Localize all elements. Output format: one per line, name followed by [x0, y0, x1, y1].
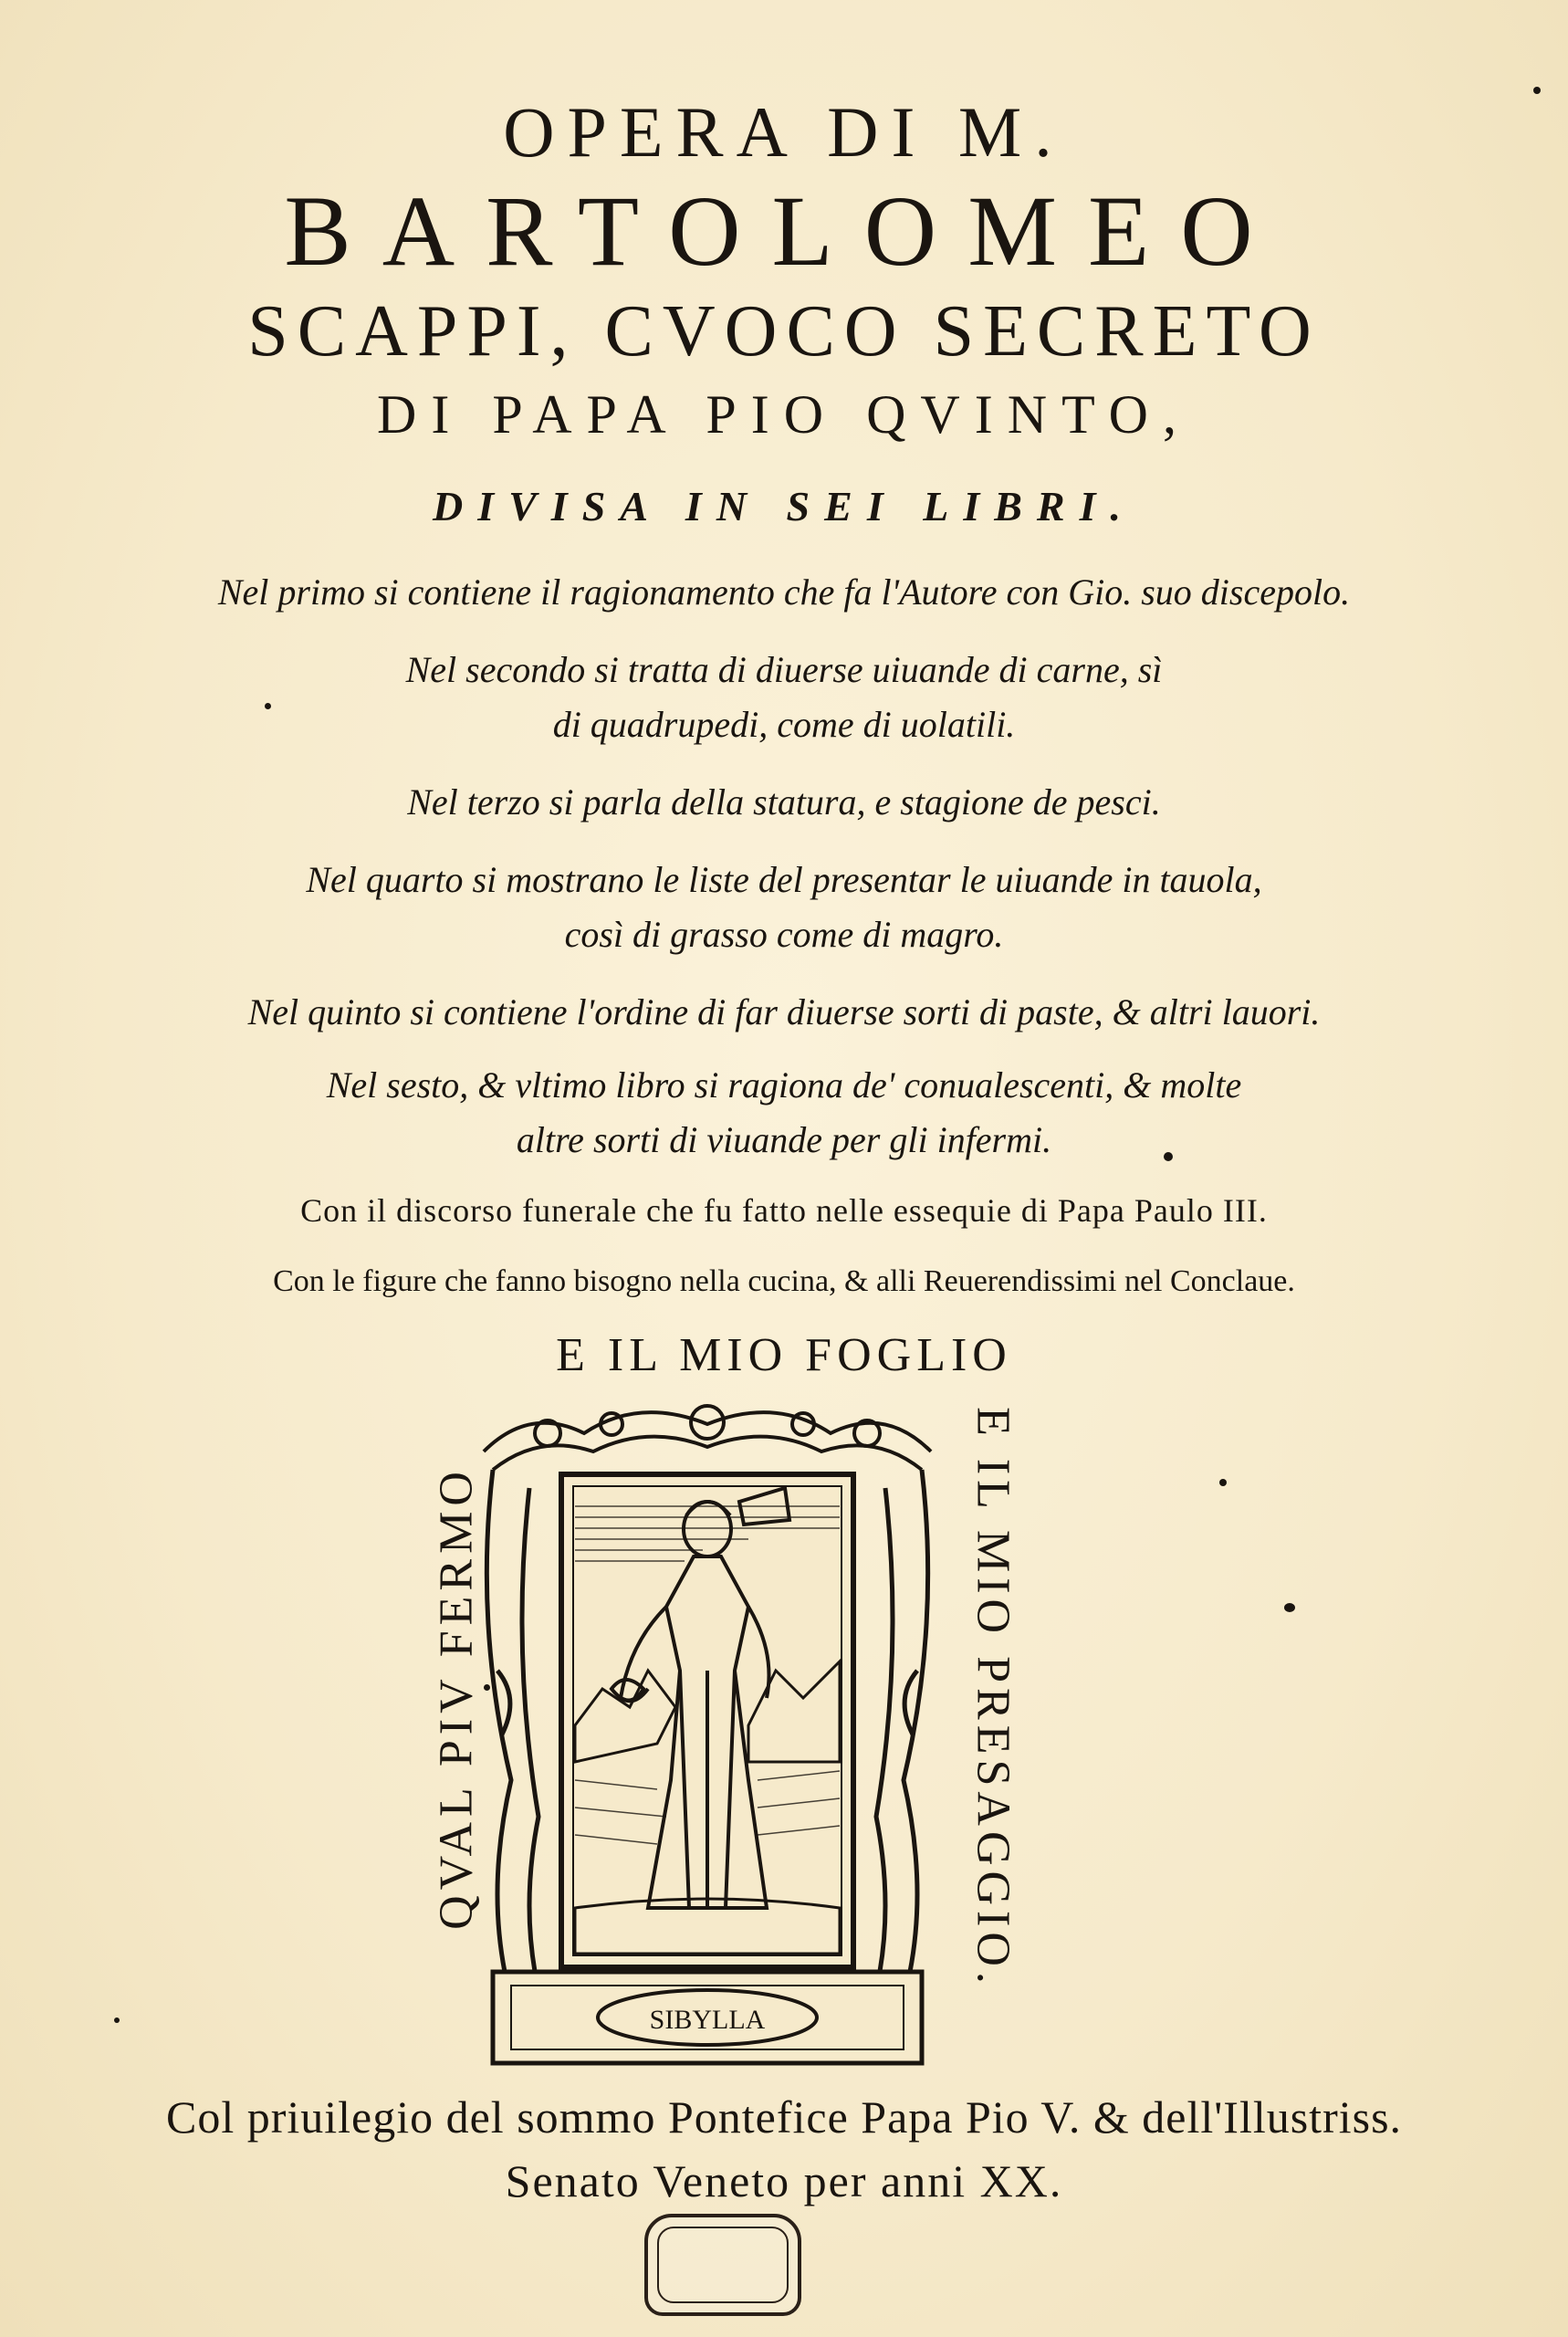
- title-line-4: DI PAPA PIO QVINTO,: [377, 384, 1191, 445]
- motto-right: E IL MIO PRESAGGIO.: [967, 1407, 1019, 1989]
- contents-book-1: Nel primo si contiene il ragionamento che fa l'Autore con Gio. suo discepolo.: [217, 571, 1351, 613]
- author-name: BARTOLOMEO: [284, 175, 1284, 287]
- ink-speck: [1533, 87, 1541, 94]
- title-line-1: OPERA DI M.: [503, 92, 1065, 172]
- title-line-3: SCAPPI, CVOCO SECRETO: [247, 291, 1321, 372]
- contents-book-2b: di quadrupedi, come di uolatili.: [552, 704, 1016, 745]
- ink-speck: [1164, 1152, 1173, 1161]
- ink-speck: [1284, 1603, 1295, 1612]
- ink-speck: [114, 2017, 120, 2023]
- contents-book-4b: così di grasso come di magro.: [564, 914, 1004, 955]
- ink-speck: [1219, 1479, 1227, 1486]
- ink-speck: [265, 703, 271, 709]
- contents-book-5: Nel quinto si contiene l'ordine di far diuerse sorti di paste, & altri lauori.: [247, 991, 1321, 1032]
- contents-book-4a: Nel quarto si mostrano le liste del presentar le uiuande in tauola,: [306, 859, 1262, 900]
- cartouche-label: SIBYLLA: [649, 2005, 766, 2035]
- contents-book-3: Nel terzo si parla della statura, e stagione de pesci.: [407, 781, 1161, 823]
- contents-book-6a: Nel sesto, & vltimo libro si ragiona de' conualescenti, & molte: [326, 1064, 1242, 1106]
- privilege-line: Col priuilegio del sommo Pontefice Papa Pio V. & dell'Illustriss.: [165, 2091, 1403, 2143]
- contents-book-6b: altre sorti di viuande per gli infermi.: [516, 1119, 1052, 1160]
- library-stamp: [644, 2214, 801, 2316]
- figures-line: Con le figure che fanno bisogno nella cucina, & alli Reuerendissimi nel Conclaue.: [273, 1264, 1295, 1298]
- sibyl-woodcut-device: [475, 1397, 940, 2072]
- library-stamp-inner: [657, 2227, 789, 2303]
- motto-top: E IL MIO FOGLIO: [556, 1329, 1012, 1381]
- ink-speck: [484, 1684, 490, 1691]
- contents-book-2a: Nel secondo si tratta di diuerse uiuande di carne, sì: [405, 649, 1163, 690]
- subtitle-division: DIVISA IN SEI LIBRI.: [433, 483, 1135, 529]
- privilege-duration: Senato Veneto per anni XX.: [505, 2155, 1063, 2206]
- motto-left: QVAL PIV FERMO: [430, 1466, 483, 1930]
- garland-ornament: [484, 1406, 931, 1470]
- discourse-line: Con il discorso funerale che fu fatto nelle essequie di Papa Paulo III.: [300, 1192, 1268, 1229]
